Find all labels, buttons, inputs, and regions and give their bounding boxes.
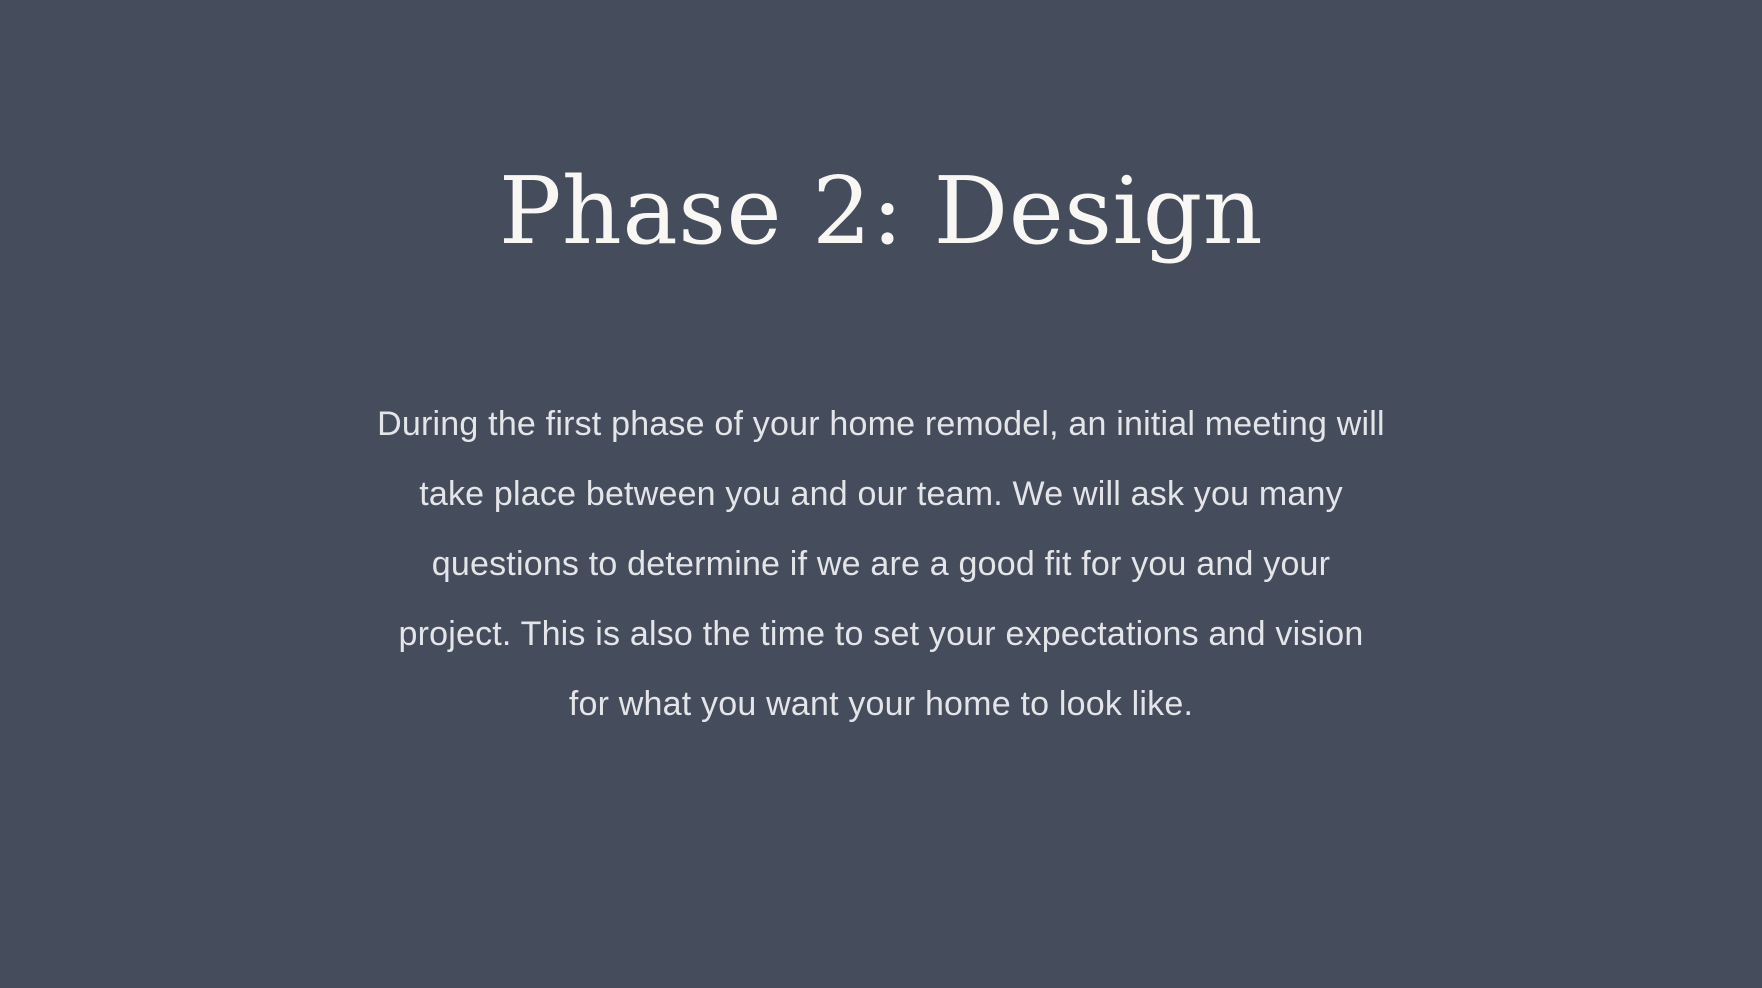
slide-body-line: questions to determine if we are a good fit for you and your xyxy=(431,545,1331,583)
slide-body-line: for what you want your home to look like. xyxy=(568,685,1194,723)
slide-body-text xyxy=(271,389,1491,739)
slide-title: Phase 2: Design xyxy=(498,157,1264,265)
slide-body-line: During the first phase of your home remodel, an initial meeting will xyxy=(377,405,1385,443)
slide-body-line: project. This is also the time to set your expectations and vision xyxy=(398,615,1364,653)
slide-body-line: take place between you and our team. We will ask you many xyxy=(419,475,1343,513)
